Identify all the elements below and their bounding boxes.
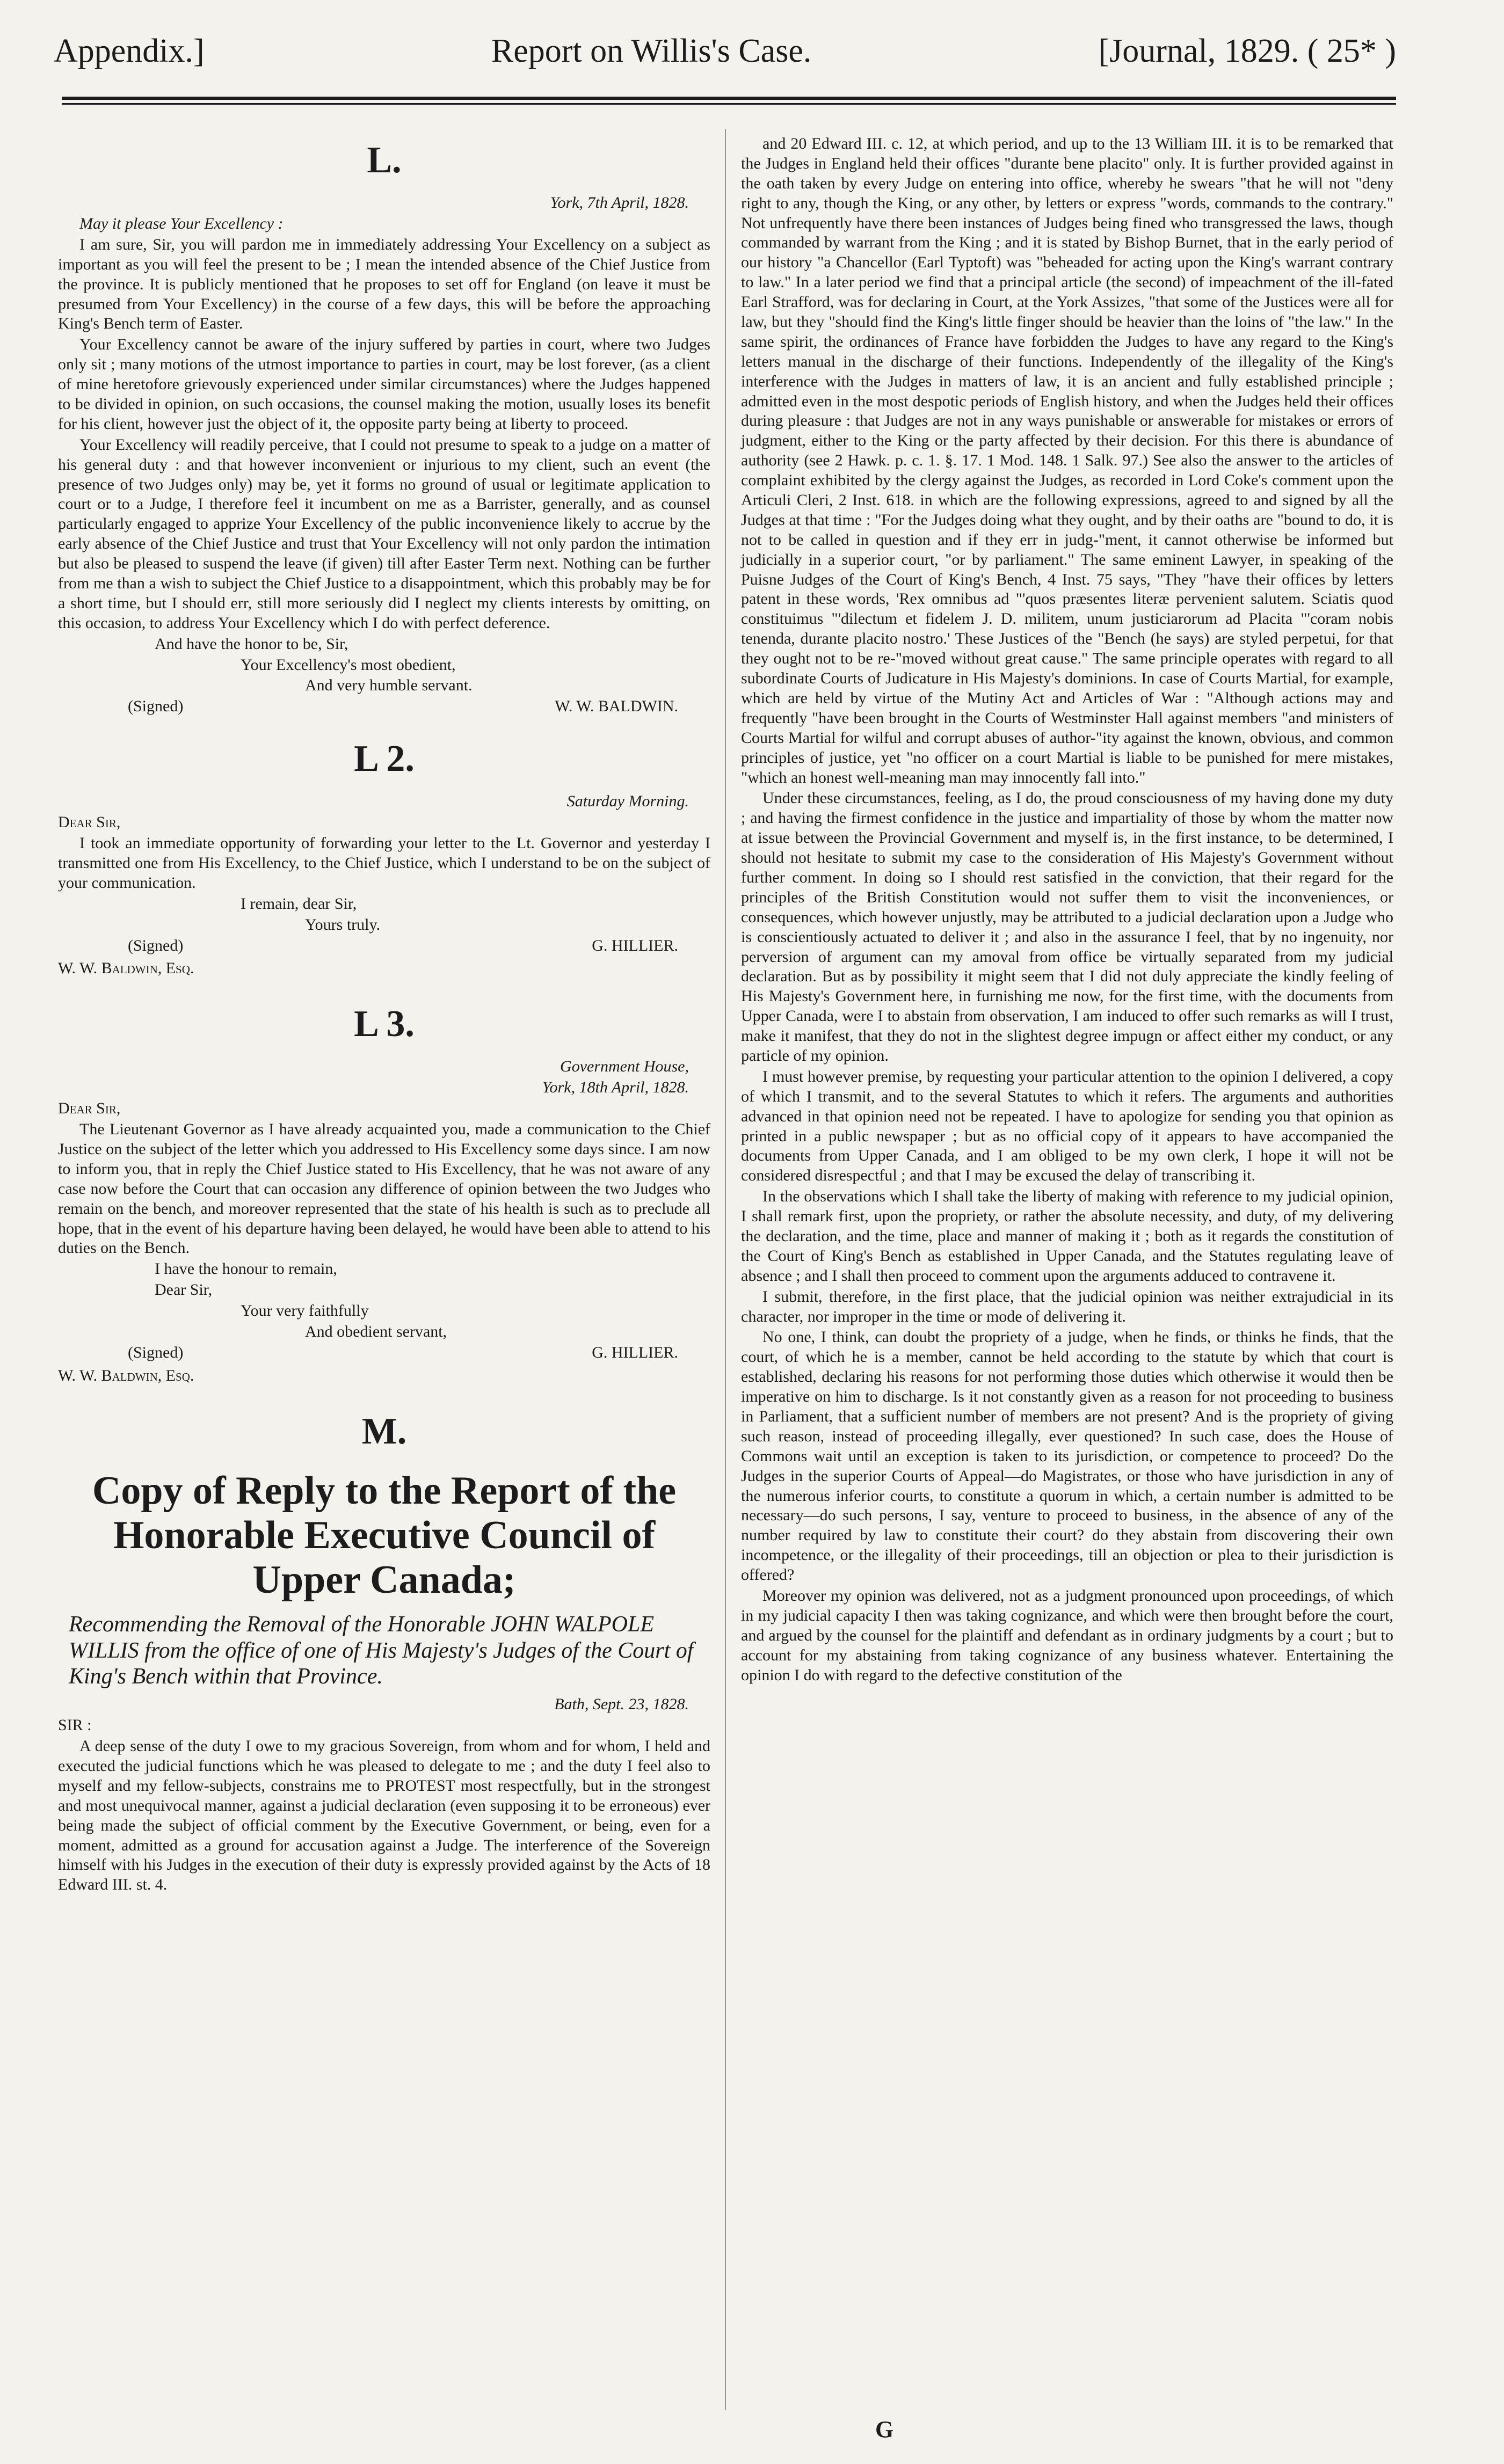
page-header — [54, 27, 1396, 75]
letter-l3-close-4: And obedient servant, — [305, 1323, 447, 1341]
section-m-dateline: Bath, Sept. 23, 1828. — [554, 1695, 689, 1714]
letter-l3-paragraph: The Lieutenant Governor as I have already acquainted you, made a communication to the Chief Justice on the subject of the letter which you addressed to His Excellency some days since. I am now to inform you, that in reply the Chief Justice stated to His Excellency, that he was not aware of any case now before the Court that can occasion any difference of opinion between the two Judges who remain on the bench, and moreover represented that the state of his health is such as to preclude all hope, that in the event of his departure having been delayed, he would have been able to attend to his duties on the Bench. — [58, 1120, 710, 1257]
letter-l3-close-3: Your very faithfully — [241, 1302, 369, 1320]
header-section-label: Appendix.] — [54, 32, 205, 69]
right-paragraph-2: Under these circumstances, feeling, as I do, the proud consciousness of my having done my duty ; and having the firmest confidence in the justice and impartiality of those by whom the matter now at issue between the Provincial Government and myself is, in the first instance, to be determined, I should not hesitate to submit my case to the consideration of His Majesty's Government without further comment. In doing so I should rest satisfied in the conviction, that their regard for the principles of the British Constitution would not suffer them to visit the inconveniences, or consequences, which however unjustly, may be attributed to a judicial declaration upon a Judge who is conscientiously actuated to deliver it ; and also in the assurance I feel, that by no ingenuity, nor perversion of argument can my amoval from office be virtually separated from my judicial declaration. But as by possibility it might seem that I did not duly appreciate the kindly feeling of His Majesty's Government here, in furnishing me now, for the first time, with the documents from Upper Canada, were I to abstain from observation, I am induced to offer such remarks as will I trust, make it manifest, that they do not in the slightest degree impugn or affect either my conduct, or any particle of my opinion. — [741, 789, 1393, 1065]
letter-l-salutation: May it please Your Excellency : — [79, 214, 284, 232]
letter-l3-signer: G. HILLIER. — [592, 1343, 678, 1361]
letter-l2-heading: L 2. — [354, 738, 415, 780]
right-paragraph-5: I submit, therefore, in the first place, that the judicial opinion was neither extrajudicial in its character, nor improper in the time or mode of delivering it. — [741, 1287, 1393, 1325]
header-rule-thin — [62, 103, 1396, 105]
letter-l3-signature — [58, 1343, 710, 1363]
letter-l3-addressee: W. W. Baldwin, Esq. — [58, 1366, 194, 1384]
letter-l2-addressee: W. W. Baldwin, Esq. — [58, 959, 194, 978]
right-column — [741, 134, 1393, 1686]
right-paragraph-1: and 20 Edward III. c. 12, at which period, and up to the 13 William III. it is to be remarked that the Judges in England held their offices "durante bene placito" only. It is further provided against in the oath taken by every Judge on entering into office, whereby he swears "that he will not "deny right to any, though the King, or any other, by letters or express "words, commands to the contrary." Not unfrequently have there been instances of Judges being fined who transgressed the laws, though commanded by warrant from the King ; and it is stated by Bishop Burnet, that in the early period of our history "a Chancellor (Earl Typtoft) was "beheaded for acting upon the King's warrant contrary to law." In a later period we find that a principal article (the second) of impeachment of the ill-fated Earl Strafford, was for declaring in Court, at the York Assizes, "that some of the Justices were all for law, but they "should find the King's little finger should be heavier than the loins of "the law." In the same spirit, the ordinances of France have forbidden the Judges to have any regard to the King's letters manual in the discharge of their functions. Independently of the illegality of the King's interference with the Judges in matters of law, it is an ancient and fully established principle ; admitted even in the most despotic periods of English history, and when the Judges held their offices during pleasure : that Judges are not in any ways punishable or answerable for mistakes or errors of judgment, either to the King or the party affected by their decision. For this there is abundance of authority (see 2 Hawk. p. c. 1. §. 17. 1 Mod. 148. 1 Salk. 97.) See also the answer to the articles of complaint exhibited by the clergy against the Judges, as recorded in Lord Coke's comment upon the Articuli Cleri, 2 Inst. 618. in which are the following expressions, agreed to and signed by all the Judges at that time : "For the Judges doing what they ought, and by their oaths are "bound to do, it is not to be called in question and if they err in judg-"ment, it cannot otherwise be informed but judicially in a superior court, "or by parliament." The same eminent Lawyer, in speaking of the Puisne Judges of the Court of King's Bench, 4 Inst. 75 says, "They "have their offices by letters patent in these words, 'Rex omnibus ad "'quos præsentes literæ pervenient salutem. Sciatis quod constituimus "'dilectum et fidelem J. D. militem, unum justiciarorum ad Placita "'coram nobis tenenda, durante placito nostro.' These Justices of the "Bench (he says) are styled perpetui, for that they ought not to be re-"moved without great cause." The same principle operates with regard to all subordinate Courts of Judicature in His Majesty's dominions. In case of Courts Martial, for example, which are held by virtue of the Mutiny Act and Articles of War : "Although actions may and frequently "have been brought in the Courts of Westminster Hall against members "and ministers of Courts Martial for wilful and corrupt abuses of author-"ity against the known, obvious, and common principles of justice, yet "no officer on a court Martial is liable to be punished for mere mistakes, "which an honest well-meaning man may innocently fall into." — [741, 135, 1393, 786]
letter-l3-salutation: Dear Sir, — [58, 1099, 121, 1118]
column-divider — [725, 129, 726, 2410]
letter-l2-signer: G. HILLIER. — [592, 936, 678, 954]
letter-l3-close-1: I have the honour to remain, — [155, 1260, 337, 1278]
right-paragraph-6: No one, I think, can doubt the propriety of a judge, when he finds, or thinks he finds, that the court, of which he is a member, cannot be held according to the statute by which that court is established, declaring his reasons for not performing those duties which otherwise it would then be imperative on him to discharge. Is it not constantly given as a reason for not proceeding to business in Parliament, that a sufficient number of members are not present? And is the propriety of giving such reason, instead of proceeding illegally, ever questioned? In such case, does the House of Commons wait until an exception is taken to its jurisdiction, or competence to proceed? Do the Judges in the superior Courts of Appeal—do Magistrates, or those who have jurisdiction in any of the numerous inferior courts, to constitute a quorum in which, a certain number is admitted to be necessary—do such persons, I say, venture to proceed to business, in the absence of any of the number required by law to constitute their court? do they abstain from discovering their own incompetence, or the illegality of their proceedings, till an objection or plea to their jurisdiction is offered? — [741, 1328, 1393, 1584]
letter-l2-dateline: Saturday Morning. — [566, 792, 689, 811]
letter-l2-close-1: I remain, dear Sir, — [241, 894, 357, 913]
letter-l2-salutation: Dear Sir, — [58, 813, 121, 832]
section-m-heading: M. — [361, 1410, 407, 1452]
letter-l-dateline: York, 7th April, 1828. — [550, 194, 689, 212]
letter-l-close-3: And very humble servant. — [305, 676, 473, 695]
letter-l3-dateline-1: Government House, — [560, 1058, 689, 1076]
letter-l2-close-2: Yours truly. — [305, 915, 381, 934]
letter-l-paragraph-2: Your Excellency cannot be aware of the injury suffered by parties in court, where two Judges only sit ; many motions of the utmost importance to parties in court, may be lost forever, (as a client of mine heretofore grievously experienced under similar circumstances) where the Judges happened to be divided in opinion, on such occasions, the counsel making the motion, usually loses its benefit for his client, however just the object of it, the opposite party being at liberty to proceed. — [58, 336, 710, 433]
section-m-paragraph: A deep sense of the duty I owe to my gracious Sovereign, from whom and for whom, I held and executed the judicial functions which he was pleased to delegate to me ; and the duty I feel also to myself and my fellow-subjects, constrains me to PROTEST most respectfully, but in the strongest and most unequivocal manner, against a judicial declaration (even supposing it to be erroneous) ever being made the subject of official comment by the Executive Government, or being, even for a moment, admitted as a ground for accusation against a Judge. The interference of the Sovereign himself with his Judges in the execution of their duty is expressly provided against by the Acts of 18 Edward III. st. 4. — [58, 1737, 710, 1894]
section-m-subtitle: Recommending the Removal of the Honorable JOHN WALPOLE WILLIS from the office of one of His Majesty's Judges of the Court of King's Bench within that Province. — [69, 1612, 694, 1689]
letter-l2-signed-label: (Signed) — [128, 936, 184, 954]
letter-l2-signature — [58, 936, 710, 956]
letter-l-paragraph-1: I am sure, Sir, you will pardon me in immediately addressing Your Excellency on a subject as important as you will feel the present to be ; I mean the intended absence of the Chief Justice from the province. It is publicly mentioned that he proposes to set off for England (on leave it must be presumed from Your Excellency) in the course of a few days, this will be before the approaching King's Bench term of Easter. — [58, 235, 710, 333]
letter-l-close-2: Your Excellency's most obedient, — [241, 655, 456, 674]
header-rule-thick — [62, 97, 1396, 100]
header-journal-ref: [Journal, 1829. ( 25* ) — [1098, 32, 1396, 69]
letter-l-close-1: And have the honor to be, Sir, — [155, 635, 348, 653]
right-paragraph-4: In the observations which I shall take the liberty of making with reference to my judicial opinion, I shall remark first, upon the propriety, or rather the absolute necessity, and duty, of my delivering the declaration, and the time, place and manner of making it ; both as it regards the constitution of the Court of King's Bench as established in Upper Canada, and the Statutes regulating leave of absence ; and I shall then proceed to comment upon the arguments adduced to contravene it. — [741, 1187, 1393, 1285]
letter-l-signature — [58, 697, 710, 717]
right-paragraph-7: Moreover my opinion was delivered, not as a judgment pronounced upon proceedings, of which in my judicial capacity I then was taking cognizance, and which were then brought before the court, and argued by the counsel for the plaintiff and defendant as in ordinary judgments by a court ; but to account for my abstaining from taking cognizance of any business whatever. Entertaining the opinion I do with regard to the defective constitution of the — [741, 1587, 1393, 1684]
letter-l-heading: L. — [367, 140, 402, 181]
letter-l2 — [58, 736, 710, 979]
letter-l-signer: W. W. BALDWIN. — [555, 697, 678, 716]
letter-l3-close-2: Dear Sir, — [155, 1281, 213, 1299]
section-m — [58, 1409, 710, 1896]
letter-l — [58, 137, 710, 717]
section-m-greeting: SIR : — [58, 1716, 92, 1734]
letter-l-paragraph-3: Your Excellency will readily perceive, that I could not presume to speak to a judge on a matter of his general duty : and that however inconvenient or injurious to my client, such an event (the presence of two Judges only) may be, yet it forms no ground of usual or legitimate application to court or to a Judge, I therefore feel it incumbent on me as a Barrister, generally, and as counsel particularly engaged to apprize Your Excellency of the public inconvenience likely to accrue by the early absence of the Chief Justice and trust that Your Excellency will not only pardon the intimation but also be pleased to suspend the leave (if given) till after Easter Term next. Nothing can be further from me than a wish to subject the Chief Justice to a disappointment, which this probably may be for a short time, but I should err, still more seriously did I neglect my clients interests by omitting, on this occasion, to address Your Excellency which I do with perfect deference. — [58, 435, 710, 632]
letter-l3-dateline-2: York, 18th April, 1828. — [542, 1078, 689, 1097]
letter-l-signed-label: (Signed) — [128, 697, 184, 716]
letter-l3 — [58, 1001, 710, 1386]
letter-l2-paragraph: I took an immediate opportunity of forwarding your letter to the Lt. Governor and yesterday I transmitted one from His Excellency, to the Chief Justice, which I understand to be on the subject of your communication. — [58, 834, 710, 892]
signature-mark: G — [875, 2416, 894, 2443]
letter-l3-heading: L 3. — [354, 1003, 415, 1045]
header-title: Report on Willis's Case. — [491, 32, 812, 69]
left-column — [58, 134, 710, 1896]
letter-l3-signed-label: (Signed) — [128, 1343, 184, 1361]
right-paragraph-3: I must however premise, by requesting your particular attention to the opinion I delivered, a copy of which I transmit, and to the several Statutes to which it refers. The arguments and authorities advanced in that opinion need not be repeated. I have to apologize for sending you that opinion as printed in a public newspaper ; but as no official copy of it appears to have accompanied the documents from Upper Canada, and I am obliged to be my own clerk, I hope it will not be considered disrespectful ; and that I may be excused the delay of transcribing it. — [741, 1067, 1393, 1185]
section-m-title: Copy of Reply to the Report of the Honorable Executive Council of Upper Canada; — [92, 1468, 677, 1602]
